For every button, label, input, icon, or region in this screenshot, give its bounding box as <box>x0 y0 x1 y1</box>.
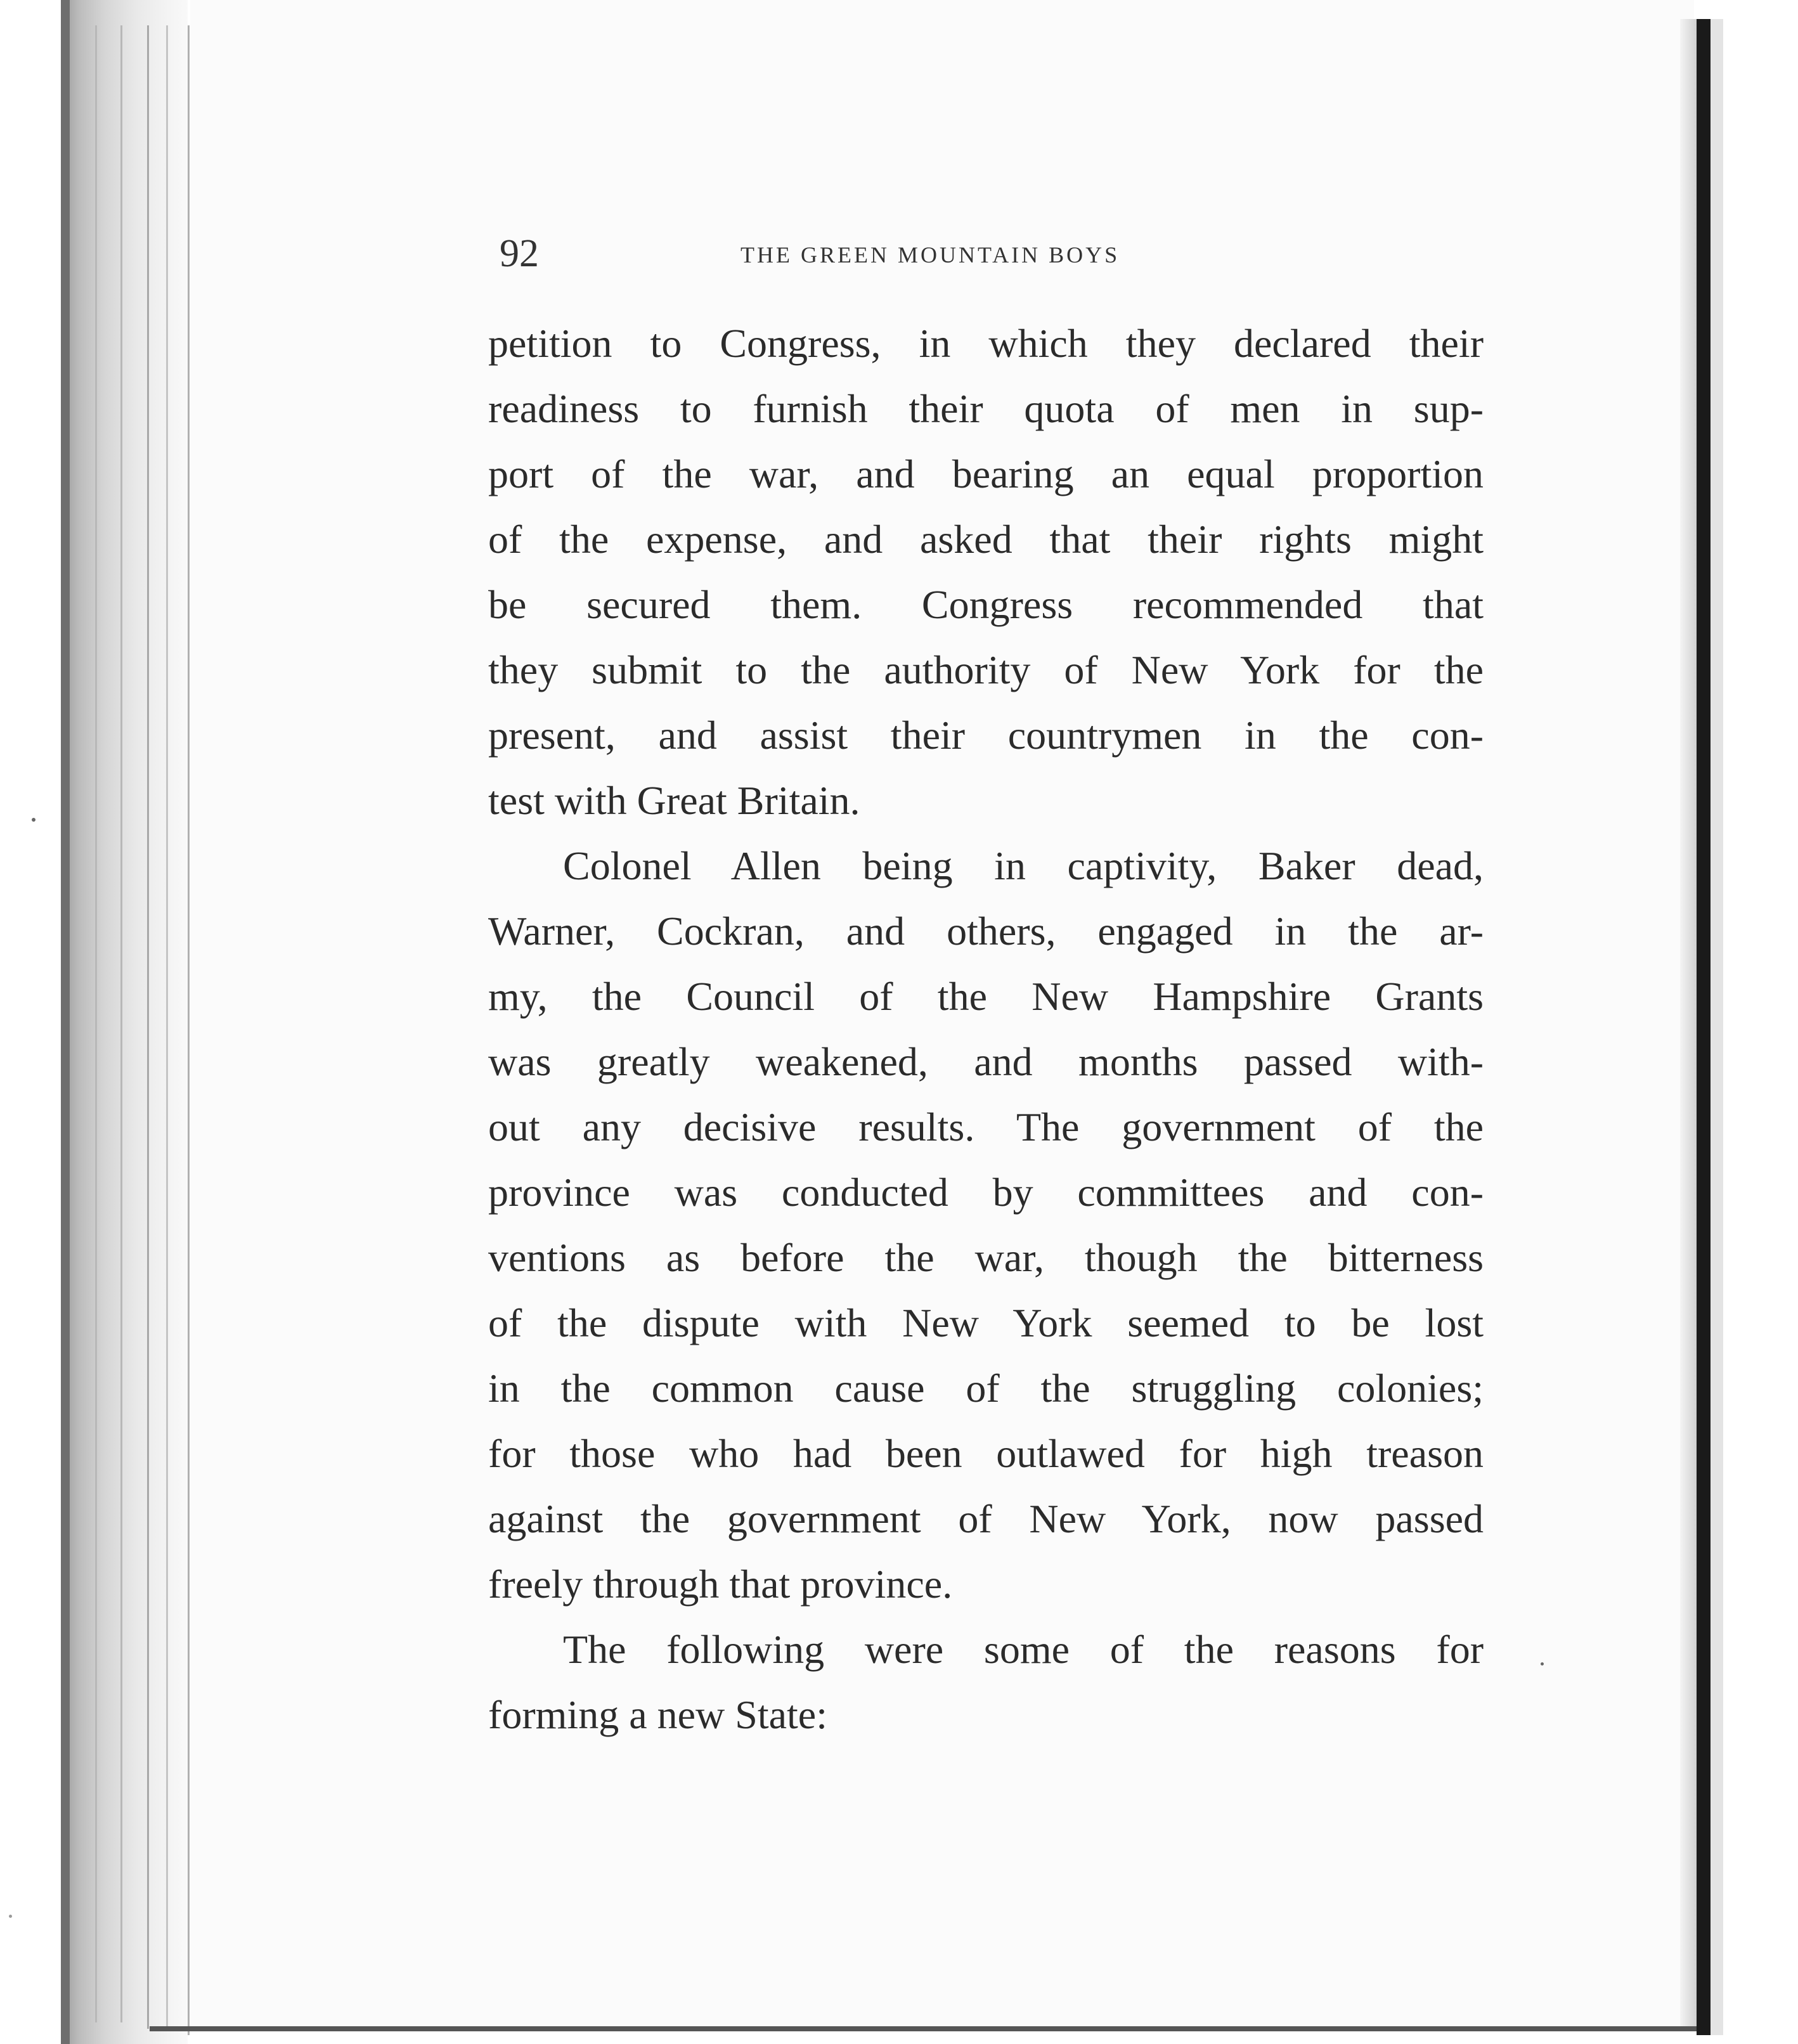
dust-speck <box>9 1915 12 1918</box>
dust-speck <box>32 818 36 822</box>
text-line: be secured them. Congress recommended that <box>488 582 1484 627</box>
text-line: freely through that province. <box>488 1562 953 1607</box>
right-book-edge <box>1697 19 1711 2035</box>
right-outer-edge <box>1711 19 1723 2035</box>
text-line: Colonel Allen being in captivity, Baker dead, <box>563 843 1484 888</box>
dust-speck <box>1541 1662 1544 1666</box>
text-line: port of the war, and bearing an equal proportion <box>488 451 1484 496</box>
bottom-page-edge <box>150 2026 1697 2031</box>
text-line: present, and assist their countrymen in the con- <box>488 713 1484 758</box>
text-line: test with Great Britain. <box>488 778 860 823</box>
text-line: forming a new State: <box>488 1692 827 1737</box>
text-line: out any decisive results. The government of the <box>488 1104 1484 1149</box>
page-edge-line <box>95 25 97 2022</box>
paragraph <box>488 311 1484 833</box>
text-line: petition to Congress, in which they declared their <box>488 321 1484 366</box>
text-line: of the expense, and asked that their rights might <box>488 517 1484 562</box>
text-line: against the government of New York, now passed <box>488 1496 1484 1541</box>
text-line: of the dispute with New York seemed to be lost <box>488 1300 1484 1345</box>
page-edge-line <box>188 25 190 2035</box>
text-line: The following were some of the reasons for <box>563 1627 1484 1672</box>
page-edge-line <box>147 25 149 2029</box>
body-text <box>488 311 1484 1747</box>
running-head: THE GREEN MOUNTAIN BOYS <box>741 242 1120 268</box>
text-line: my, the Council of the New Hampshire Grants <box>488 974 1484 1019</box>
text-line: readiness to furnish their quota of men in sup- <box>488 386 1484 431</box>
text-line: was greatly weakened, and months passed with- <box>488 1039 1484 1084</box>
page-header <box>500 228 1260 279</box>
page-number: 92 <box>500 232 539 275</box>
paragraph <box>488 1617 1484 1747</box>
page-edge-line <box>120 25 122 2022</box>
right-page-shadow <box>1680 19 1697 2029</box>
book-spine-shadow <box>61 0 188 2044</box>
text-line: in the common cause of the struggling colonies; <box>488 1366 1484 1411</box>
text-line: for those who had been outlawed for high treason <box>488 1431 1484 1476</box>
text-line: Warner, Cockran, and others, engaged in the ar- <box>488 909 1484 954</box>
book-binding-edge <box>61 0 70 2044</box>
page-edge-line <box>166 25 168 2029</box>
paragraph <box>488 833 1484 1617</box>
text-line: province was conducted by committees and con- <box>488 1170 1484 1215</box>
text-line: ventions as before the war, though the bitterness <box>488 1235 1484 1280</box>
text-line: they submit to the authority of New York for the <box>488 647 1484 692</box>
